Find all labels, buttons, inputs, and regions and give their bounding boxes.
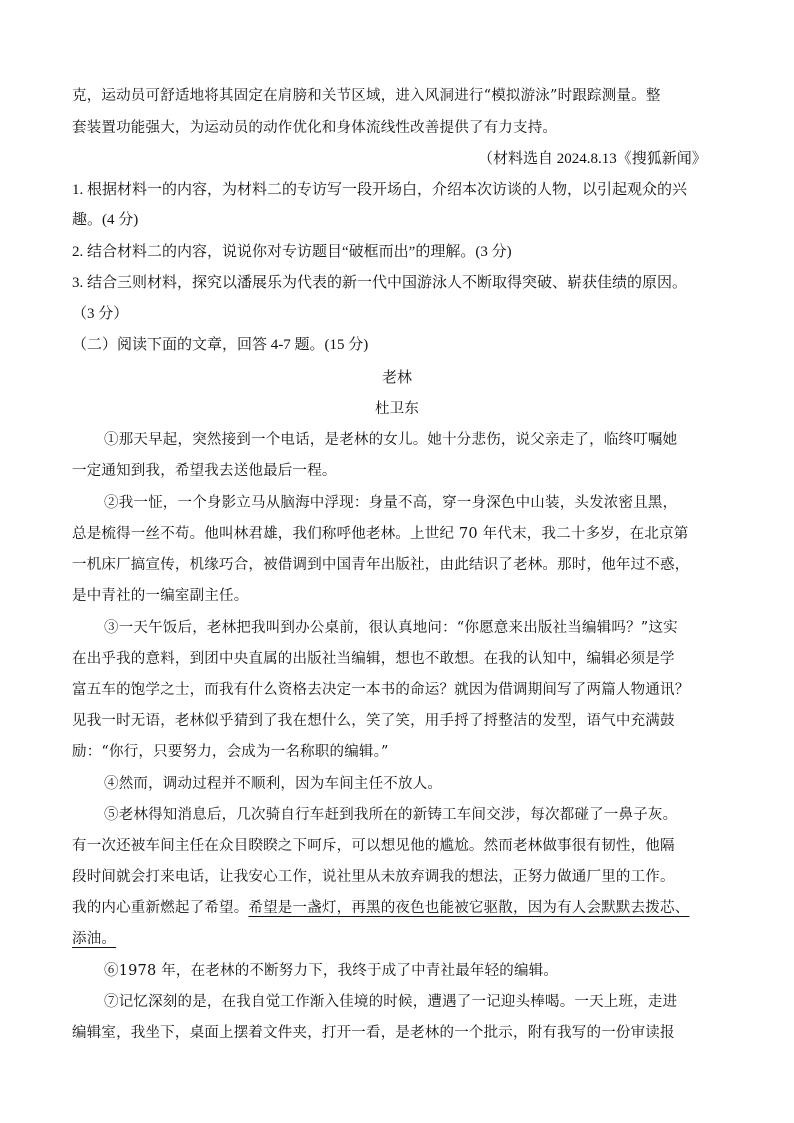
paragraph-5-line-3: 段时间就会打来电话，让我安心工作，说社里从未放弃调我的想法，正努力做通厂里的工作。 (72, 869, 675, 885)
material3-source: （材料选自 2024.8.13《搜狐新闻》 (478, 151, 707, 167)
paragraph-2-line-2: 总是梳得一丝不苟。他叫林君雄，我们称呼他老林。上世纪 70 年代末，我二十多岁，在北京第 (72, 526, 689, 542)
paragraph-5-line-4 (72, 896, 689, 917)
paragraph-2-line-1: ②我一怔，一个身影立马从脑海中浮现：身量不高，穿一身深色中山装，头发浓密且黑， (104, 495, 678, 511)
paragraph-5-line-2: 有一次还被车间主任在众目睽睽之下呵斥，可以想见他的尴尬。然而老林做事很有韧性，他隔 (72, 838, 675, 854)
section-2-heading: （二）阅读下面的文章，回答 4-7 题。(15 分) (72, 337, 369, 353)
question-1-line-1: 1. 根据材料一的内容，为材料二的专访写一段开场白，介绍本次访谈的人物，以引起观众的兴 (72, 182, 688, 198)
paragraph-2-line-4: 是中青社的一编室副主任。 (72, 588, 249, 604)
paragraph-3-line-2: 在出乎我的意料，到团中央直属的出版社当编辑，想也不敢想。在我的认知中，编辑必须是学 (72, 651, 675, 667)
paragraph-3-line-5: 励：“你行，只要努力，会成为一名称职的编辑。” (72, 744, 389, 760)
paragraph-1-line-2: 一定通知到我，希望我去送他最后一程。 (72, 463, 337, 479)
paragraph-7-line-1: ⑦记忆深刻的是，在我自觉工作渐入佳境的时候，遭遇了一记迎头棒喝。一天上班，走进 (104, 994, 678, 1010)
paragraph-3-line-3: 富五车的饱学之士，而我有什么资格去决定一本书的命运？就因为借调期间写了两篇人物通讯？ (72, 682, 690, 698)
paragraph-4: ④然而，调动过程并不顺利，因为车间主任不放人。 (104, 776, 443, 792)
underlined-sentence-end: 添油。 (72, 931, 117, 947)
material3-line-2: 套装置功能强大，为运动员的动作优化和身体流线性改善提供了有力支持。 (72, 120, 558, 136)
material3-line-1: 克，运动员可舒适地将其固定在肩膀和关节区域，进入风洞进行“模拟游泳”时跟踪测量。整 (72, 88, 661, 104)
paragraph-5-plain-text: 我的内心重新燃起了希望。 (72, 900, 249, 916)
paragraph-5-line-1: ⑤老林得知消息后，几次骑自行车赶到我所在的新铸工车间交涉，每次都碰了一鼻子灰。 (104, 807, 678, 823)
question-2: 2. 结合材料二的内容，说说你对专访题目“破框而出”的理解。(3 分) (72, 244, 512, 260)
underlined-sentence: 希望是一盏灯，再黑的夜色也能被它驱散，因为有人会默默去拨芯、 (248, 900, 690, 916)
question-3-line-2: （3 分） (72, 306, 129, 322)
article-title: 老林 (381, 370, 412, 386)
paragraph-2-line-3: 一机床厂搞宣传，机缘巧合，被借调到中国青年出版社，由此结识了老林。那时，他年过不惑， (72, 557, 690, 573)
paragraph-7-line-2: 编辑室，我坐下，桌面上摆着文件夹，打开一看，是老林的一个批示，附有我写的一份审读报 (72, 1025, 675, 1041)
paragraph-6: ⑥1978 年，在老林的不断努力下，我终于成了中青社最年轻的编辑。 (104, 963, 559, 979)
paragraph-3-line-4: 见我一时无语，老林似乎猜到了我在想什么，笑了笑，用手捋了捋整洁的发型，语气中充满鼓 (72, 713, 675, 729)
paragraph-1-line-1: ①那天早起，突然接到一个电话，是老林的女儿。她十分悲伤，说父亲走了，临终叮嘱她 (104, 432, 678, 448)
article-author: 杜卫东 (374, 401, 420, 417)
paragraph-3-line-1: ③一天午饭后，老林把我叫到办公桌前，很认真地问：“你愿意来出版社当编辑吗？”这实 (104, 620, 678, 636)
question-1-line-2: 趣。(4 分) (72, 212, 139, 228)
question-3-line-1: 3. 结合三则材料，探究以潘展乐为代表的新一代中国游泳人不断取得突破、崭获佳绩的原因。 (72, 275, 688, 291)
